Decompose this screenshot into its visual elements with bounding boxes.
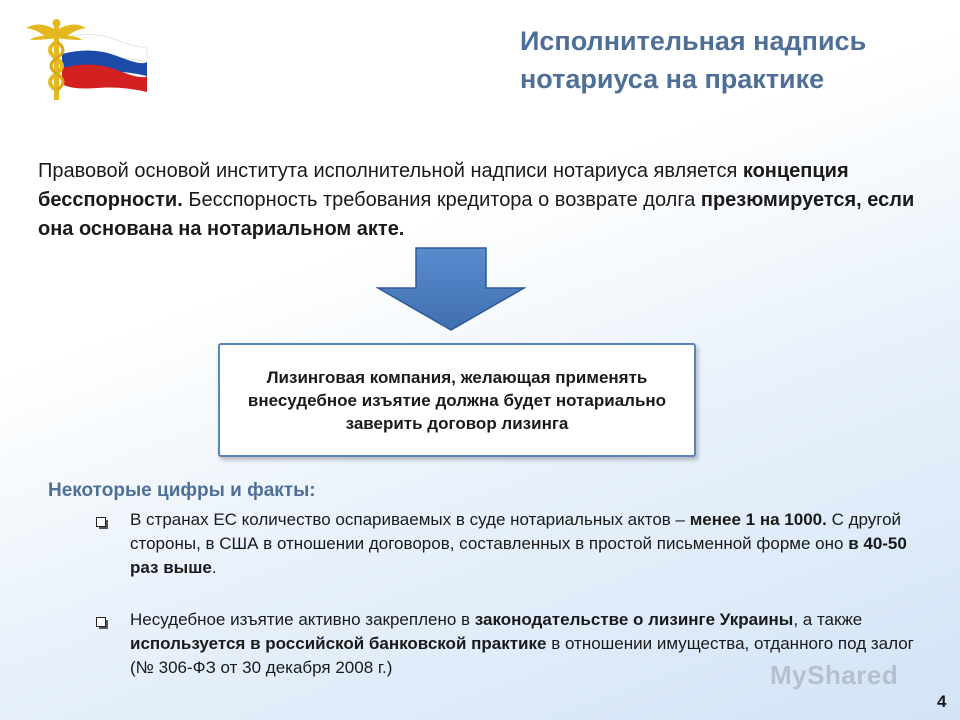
bullet2-text-1: Несудебное изъятие активно закреплено в — [130, 610, 475, 629]
bullet1-text-3: . — [211, 558, 217, 577]
page-number: 4 — [937, 692, 947, 711]
bullet1-text-2: С другой стороны, в США в отношении договоров, составленных в простой письменной форме оно — [130, 510, 902, 553]
bullet1-bold-1: менее 1 на 1000. — [689, 510, 827, 529]
intro-bold-1: концепция бесспорности. — [38, 160, 849, 211]
intro-text-2: Бесспорность требования кредитора о возврате долга — [182, 189, 701, 211]
fact-bullet-1 — [96, 508, 926, 580]
leasing-requirement-text: Лизинговая компания, желающая применять внесудебное изъятие должна будет нотариально заверить договор лизинга — [247, 367, 667, 433]
facts-title: Некоторые цифры и факты: — [48, 480, 316, 501]
bullet1-text-1: В странах ЕС количество оспариваемых в суде нотариальных актов – — [130, 510, 690, 529]
slide-title-line1: Исполнительная надпись — [520, 26, 867, 56]
bullet2-bold-1: законодательстве о лизинге Украины — [474, 610, 794, 629]
bullet2-text-3: в отношении имущества, отданного под залог (№ 306-ФЗ от 30 декабря 2008 г.) — [130, 634, 914, 677]
leasing-requirement-box — [218, 343, 696, 457]
slide-title — [520, 22, 950, 98]
caduceus-flag-logo — [22, 16, 152, 102]
checkbox-bullet-icon — [96, 513, 109, 526]
watermark: MyShared — [770, 660, 899, 690]
bullet1-bold-2: в 40-50 раз выше — [130, 534, 907, 577]
checkbox-bullet-icon — [96, 613, 109, 626]
intro-bold-2: презюмируется, если она основана на нотариальном акте. — [38, 189, 915, 240]
intro-paragraph — [38, 157, 918, 244]
down-arrow-icon — [376, 246, 526, 332]
bullet2-bold-2: используется в российской банковской практике — [130, 634, 547, 653]
slide-title-line2: нотариуса на практике — [520, 64, 825, 94]
bullet2-text-2: , а также — [793, 610, 863, 629]
intro-text-1: Правовой основой института исполнительной надписи нотариуса является — [38, 160, 743, 182]
